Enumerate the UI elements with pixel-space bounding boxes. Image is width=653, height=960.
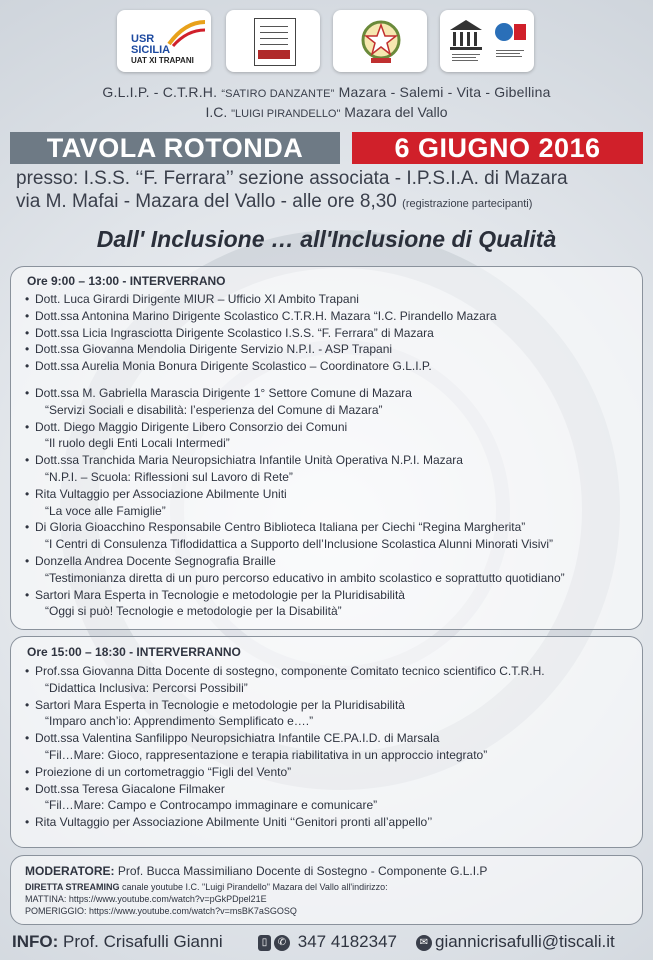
whatsapp-icon: ✆ [274,935,290,951]
banner-date [352,132,643,164]
speaker-name: Dott.ssa Valentina Sanfilippo Neuropsichiatra Infantile CE.PA.I.D. di Marsala [35,731,440,746]
streaming-line [25,882,388,893]
list-item-speaker [25,419,640,436]
list-item-speaker [25,291,640,308]
list-item-speaker [25,486,640,503]
phone-number[interactable]: 347 4182347 [297,932,398,951]
star-emblem-icon [359,16,403,66]
list-item-talk [25,469,640,486]
talk-title: “Fil…Mare: Gioco, rappresentazione e terapia riabilitativa in un approccio integrato” [45,747,488,762]
list-item-speaker [25,308,640,325]
list-item-speaker [25,385,640,402]
list-item-speaker [25,587,640,604]
list-item-speaker [25,814,640,831]
banner-tavola-rotonda [10,132,340,164]
mazara-text: Mazara del Vallo [340,104,448,120]
speaker-name: Sartori Mara Esperta in Tecnologie e metodologie per la Pluridisabilità [35,587,405,602]
bullet-icon: • [25,664,30,678]
usr-line3: UAT XI TRAPANI [131,56,194,65]
list-item-speaker [25,519,640,536]
tagline: Dall' Inclusione … all'Inclusione di Qualità [96,226,557,252]
moderator-line [25,864,487,878]
bullet-icon: • [25,359,30,374]
morning-speakers-list [25,291,640,620]
list-item-speaker [25,764,640,781]
speaker-name: Rita Vultaggio per Associazione Abilmente Uniti ‘‘Genitori pronti all’appello’’ [35,815,433,830]
usr-sicilia-logo [117,10,211,72]
ic-text: I.C. [205,104,232,120]
mobile-phone-icon: ▯ [258,935,271,951]
afternoon-panel [10,636,643,848]
bullet-icon: • [25,453,30,468]
talk-title: “Il ruolo degli Enti Locali Intermedi” [45,436,230,451]
ctrh-text-line [260,44,288,45]
talk-title: “I Centri di Consulenza Tiflodidattica a Supporto dell’Inclusione Scolastica Alunni Minorati Visivi” [45,537,554,552]
talk-title: “Fil…Mare: Campo e Controcampo immaginare e comunicare” [45,798,378,813]
bullet-icon: • [25,308,30,323]
bullet-icon: • [25,697,30,712]
list-item-talk [25,603,640,620]
speaker-name: Dott.ssa Aurelia Monia Bonura Dirigente Scolastico – Coordinatore G.L.I.P. [35,359,432,374]
unesco-logo [440,10,534,72]
pirandello-text: "LUIGI PIRANDELLO" [231,108,341,120]
bullet-icon: • [25,292,30,306]
bullet-icon: • [25,486,30,501]
usr-line2: SICILIA [131,44,171,56]
speaker-name: Sartori Mara Esperta in Tecnologie e metodologie per la Pluridisabilità [35,697,405,712]
talk-title: “Imparo anch’io: Apprendimento Semplificato e….” [45,714,314,729]
venue-address: via M. Mafai - Mazara del Vallo - alle ore 8,30 [16,191,397,212]
list-item-speaker [25,730,640,747]
bullet-icon: • [25,325,30,340]
speaker-name: Dott.ssa Tranchida Maria Neuropsichiatra Infantile Unità Operativa N.P.I. Mazara [35,453,463,468]
list-item-speaker [25,663,640,680]
bullet-icon: • [25,587,30,602]
moderator-text: Prof. Bucca Massimiliano Docente di Sostegno - Componente G.L.I.P [114,864,488,878]
morning-panel [10,266,643,630]
bullet-icon: • [25,764,30,779]
speaker-name: Dott. Luca Girardi Dirigente MIUR – Ufficio XI Ambito Trapani [35,292,359,306]
header-line-2 [0,104,653,120]
italian-emblem-logo [333,10,427,72]
list-item-talk [25,570,640,587]
ctrh-red-band [258,50,290,59]
afternoon-title: Ore 15:00 – 18:30 - INTERVERRANNO [27,645,241,659]
list-item-speaker [25,341,640,358]
list-item-speaker [25,325,640,342]
school-logo-icon [490,16,530,66]
bullet-icon: • [25,520,30,535]
speaker-name: Dott.ssa Antonina Marino Dirigente Scolastico C.T.R.H. Mazara “I.C. Pirandello Mazara [35,308,497,323]
venue-line-2 [16,191,532,213]
speaker-name: Dott.ssa Giovanna Mendolia Dirigente Servizio N.P.I. - ASP Trapani [35,342,393,357]
email-contact [416,932,615,952]
bullet-icon: • [25,385,30,400]
morning-stream-link[interactable]: MATTINA: https://www.youtube.com/watch?v=pGkPDpel21E [25,894,267,904]
ctrh-logo [226,10,320,72]
bullet-icon: • [25,553,30,568]
email-icon: ✉ [416,935,432,951]
afternoon-stream-link[interactable]: POMERIGGIO: https://www.youtube.com/watch?v=msBK7aSGOSQ [25,906,297,916]
info-label: INFO: [12,932,59,951]
list-item-speaker [25,553,640,570]
ctrh-text-line [260,26,288,27]
info-name: Prof. Crisafulli Gianni [58,932,223,951]
talk-title: “Oggi si può! Tecnologie e metodologie per la Disabilità” [45,604,342,619]
bullet-icon: • [25,731,30,746]
logos-row [0,10,653,74]
bullet-icon: • [25,342,30,357]
list-item-speaker [25,697,640,714]
list-item-talk [25,797,640,814]
list-item-talk [25,503,640,520]
moderator-panel [10,855,643,925]
email-address[interactable]: giannicrisafulli@tiscali.it [435,932,615,951]
speaker-name: Prof.ssa Giovanna Ditta Docente di sostegno, componente Comitato tecnico scientifico C.T.R.H. [35,664,545,678]
ctrh-text-line [260,32,288,33]
satiro-danzante-text: “SATIRO DANZANTE” [221,88,335,100]
banner-left-text: TAVOLA ROTONDA [46,133,304,163]
speaker-name: Donzella Andrea Docente Segnografia Braille [35,553,276,568]
bullet-icon: • [25,815,30,830]
afternoon-speakers-list [25,663,640,831]
streaming-text: canale youtube I.C. "Luigi Pirandello" Mazara del Vallo all'indirizzo: [119,882,388,892]
list-item-talk [25,402,640,419]
list-item-talk [25,747,640,764]
morning-title: Ore 9:00 – 13:00 - INTERVERRANO [27,274,226,288]
bullet-icon: • [25,419,30,434]
header-line-1 [0,84,653,100]
list-item-talk [25,435,640,452]
list-item-talk [25,713,640,730]
talk-title: “La voce alle Famiglie” [45,503,166,518]
speaker-name: Dott.ssa Teresa Giacalone Filmaker [35,781,225,796]
glip-ctrh-text: G.L.I.P. - C.T.R.H. [102,84,222,100]
info-contact [12,932,223,952]
speaker-name: Rita Vultaggio per Associazione Abilmente Uniti [35,486,287,501]
list-item-talk [25,680,640,697]
swoosh-icon [167,18,207,48]
banner-right-text: 6 GIUGNO 2016 [394,133,601,163]
phone-contact [258,932,397,952]
list-item-speaker [25,452,640,469]
speaker-name: Dott. Diego Maggio Dirigente Libero Consorzio dei Comuni [35,419,348,434]
registration-note: (registrazione partecipanti) [402,198,533,210]
ctrh-text-line [260,38,288,39]
list-spacer [25,375,640,385]
speaker-name: Dott.ssa Licia Ingrasciotta Dirigente Scolastico I.S.S. “F. Ferrara” di Mazara [35,325,434,340]
talk-title: “Didattica Inclusiva: Percorsi Possibili” [45,680,248,695]
speaker-name: Di Gloria Gioacchino Responsabile Centro Biblioteca Italiana per Ciechi “Regina Margherita” [35,520,526,535]
speaker-name: Dott.ssa M. Gabriella Marascia Dirigente 1° Settore Comune di Mazara [35,385,412,400]
list-item-talk [25,536,640,553]
moderator-label: MODERATORE: [25,864,115,878]
talk-title: “Testimonianza diretta di un puro percorso educativo in ambito scolastico e soprattutto quotidiano” [45,570,565,585]
streaming-label: DIRETTA STREAMING [25,882,120,892]
bullet-icon: • [25,781,30,796]
unesco-temple-icon [446,16,486,66]
speaker-name: Proiezione di un cortometraggio “Figli del Vento” [35,764,292,779]
usr-line1: USR [131,33,155,45]
venue-line-1: presso: I.S.S. ‘‘F. Ferrara’’ sezione associata - I.P.S.I.A. di Mazara [16,168,568,189]
list-item-speaker [25,781,640,798]
list-item-speaker [25,358,640,375]
talk-title: “N.P.I. – Scuola: Riflessioni sul Lavoro di Rete” [45,469,293,484]
cities-text: Mazara - Salemi - Vita - Gibellina [334,84,551,100]
talk-title: “Servizi Sociali e disabilità: l’esperienza del Comune di Mazara” [45,402,383,417]
